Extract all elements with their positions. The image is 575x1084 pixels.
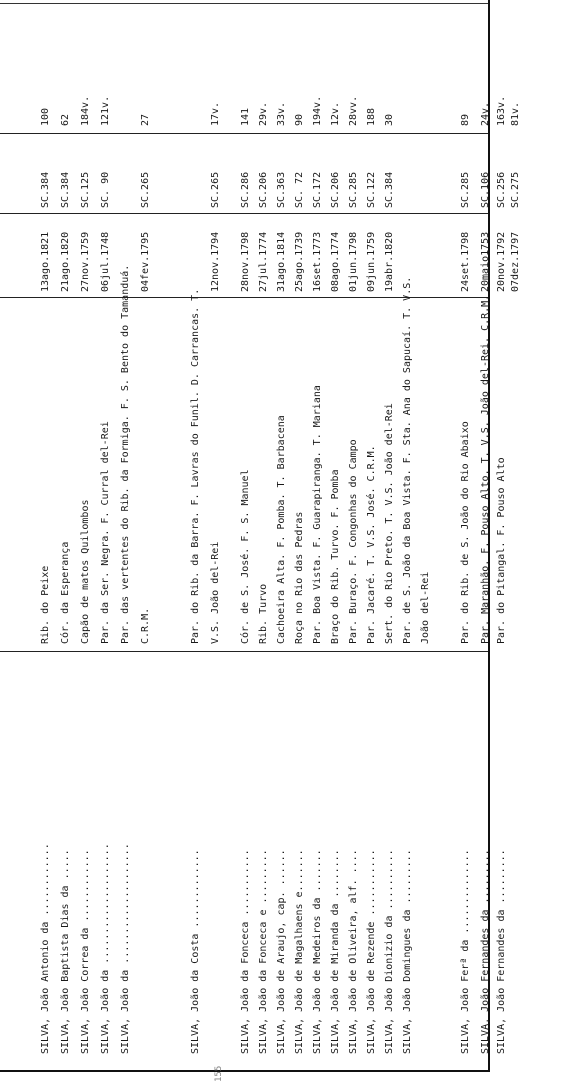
record-name: SILVA, João de Medeiros da ....... — [312, 849, 323, 1054]
record-reference: SC.275 — [510, 171, 521, 208]
record-date: 16set.1773 — [312, 231, 323, 292]
record-place: Capão de matos Quilombos — [80, 499, 91, 644]
record-place: Par. do Rib. de S. João do Rio Abaixo — [460, 421, 471, 644]
record-folio: 33v. — [276, 101, 287, 126]
record-date: 20maio1753 — [480, 231, 491, 292]
record-place: Rib. Turvo — [258, 583, 269, 644]
record-date: 01jun.1798 — [348, 231, 359, 292]
record-reference: SC.256 — [496, 171, 507, 208]
record-date: 25ago.1739 — [294, 231, 305, 292]
record-name: SILVA, João Fernandes da ......... — [480, 849, 491, 1054]
record-place: Rib. do Peixe — [40, 565, 51, 644]
record-date: 06jul.1748 — [100, 231, 111, 292]
record-name: SILVA, João Antonio da ............ — [40, 843, 51, 1054]
record-name: SILVA, João de Rezende ........... — [366, 849, 377, 1054]
record-date: 21ago.1820 — [60, 231, 71, 292]
record-place: Roça no Rio das Pedras — [294, 511, 305, 644]
record-reference: SC.363 — [276, 171, 287, 208]
record-reference: SC.172 — [312, 171, 323, 208]
record-folio: 81v. — [510, 101, 521, 126]
record-reference: SC.265 — [210, 171, 221, 208]
record-place: Sert. do Rio Preto. T. V.S. João del-Rei — [384, 403, 395, 644]
record-date: 04fev.1795 — [140, 231, 151, 292]
record-place: Par. Buraço. F. Congonhas do Campo — [348, 439, 359, 644]
record-name: SILVA, João Ferª da .............. — [460, 849, 471, 1054]
record-name: SILVA, João Fernandes da ......... — [496, 849, 507, 1054]
record-folio: 24v. — [480, 101, 491, 126]
record-reference: SC. 90 — [100, 171, 111, 208]
record-name: SILVA, João de Magalhaens e....... — [294, 849, 305, 1054]
record-name: SILVA, João Baptista Dias da ..... — [60, 849, 71, 1054]
record-folio: 17v. — [210, 101, 221, 126]
record-folio: 121v. — [100, 95, 111, 126]
record-folio: 12v. — [330, 101, 341, 126]
record-reference: SC.125 — [80, 171, 91, 208]
record-folio: 89 — [460, 113, 471, 126]
record-date: 20nov.1792 — [496, 231, 507, 292]
record-place: C.R.M. — [140, 607, 151, 644]
record-place: Par. das vertentes do Rib. da Formiga. F. S. Bento do Tamanduá. — [120, 264, 131, 644]
record-folio: 188 — [366, 107, 377, 126]
record-name: SILVA, João de Oliveira, alf. .... — [348, 849, 359, 1054]
record-folio: 141 — [240, 107, 251, 126]
record-name: SILVA, João da Costa ............. — [190, 849, 201, 1054]
record-place: V.S. João del-Rei — [210, 541, 221, 644]
record-reference: SC.384 — [60, 171, 71, 208]
record-folio: 62 — [60, 113, 71, 126]
record-folio: 163v. — [496, 95, 507, 126]
record-reference: SC.384 — [40, 171, 51, 208]
record-date: 24set.1798 — [460, 231, 471, 292]
record-date: 12nov.1794 — [210, 231, 221, 292]
record-reference: SC.122 — [366, 171, 377, 208]
record-place: Braço do Rib. Turvo. F. Pomba — [330, 469, 341, 644]
record-place: Par. de S. João da Boa Vista. F. Sta. Ana do Sapucaí. T. V.S. — [402, 276, 413, 644]
record-place: João del-Rei — [420, 571, 431, 644]
record-date: 08ago.1774 — [330, 231, 341, 292]
record-folio: 100 — [40, 107, 51, 126]
record-place: Par. Jacaré. T. V.S. José. C.R.M. — [366, 445, 377, 644]
record-place: Par. Maranhão. F. Pouso Alto. T. V.S. João del-Rei. C.R.M. — [480, 294, 491, 644]
record-date: 19abr.1820 — [384, 231, 395, 292]
record-date: 09jun.1759 — [366, 231, 377, 292]
record-name: SILVA, João da .................... — [100, 843, 111, 1054]
record-place: Par. do Rib. da Barra. F. Lavras do Funil. D. Carrancas. T. — [190, 288, 201, 644]
record-date: 27jul.1774 — [258, 231, 269, 292]
record-name: SILVA, João Dionizio da .......... — [384, 849, 395, 1054]
record-place: Cór. da Esperança — [60, 541, 71, 644]
record-reference: SC.286 — [240, 171, 251, 208]
record-folio: 90 — [294, 113, 305, 126]
record-date: 28nov.1798 — [240, 231, 251, 292]
record-folio: 184v. — [80, 95, 91, 126]
record-date: 27nov.1759 — [80, 231, 91, 292]
record-name: SILVA, João da Fonceca ........... — [240, 849, 251, 1054]
record-place: Cór. de S. José. F. S. Manuel — [240, 469, 251, 644]
record-name: SILVA, João de Araujo, cap. ...... — [276, 849, 287, 1054]
page-number: 155 — [214, 1065, 224, 1082]
record-name: SILVA, João Domingues da ......... — [402, 849, 413, 1054]
record-folio: 27 — [140, 113, 151, 126]
record-folio: 30 — [384, 113, 395, 126]
record-name: SILVA, João Correa da ............ — [80, 849, 91, 1054]
record-place: Par. Boa Vista. F. Guarapiranga. T. Mariana — [312, 385, 323, 644]
record-reference: SC.285 — [348, 171, 359, 208]
record-reference: SC.106 — [480, 171, 491, 208]
record-place: Par. do Pitangal. F. Pouso Alto — [496, 457, 507, 644]
record-date: 13ago.1821 — [40, 231, 51, 292]
record-reference: SC.206 — [258, 171, 269, 208]
record-folio: 194v. — [312, 95, 323, 126]
record-date: 31ago.1814 — [276, 231, 287, 292]
record-reference: SC.265 — [140, 171, 151, 208]
record-reference: SC. 72 — [294, 171, 305, 208]
record-reference: SC.285 — [460, 171, 471, 208]
record-name: SILVA, João da Fonceca e ......... — [258, 849, 269, 1054]
record-place: Par. da Ser. Negra. F. Curral del-Rei — [100, 421, 111, 644]
record-reference: SC.206 — [330, 171, 341, 208]
record-folio: 28vv. — [348, 95, 359, 126]
record-name: SILVA, João de Miranda da ........ — [330, 849, 341, 1054]
record-place: Cachoeira Alta. F. Pomba. T. Barbacena — [276, 415, 287, 644]
record-folio: 29v. — [258, 101, 269, 126]
record-date: 07dez.1797 — [510, 231, 521, 292]
record-name: SILVA, João da .................... — [120, 843, 131, 1054]
record-reference: SC.384 — [384, 171, 395, 208]
